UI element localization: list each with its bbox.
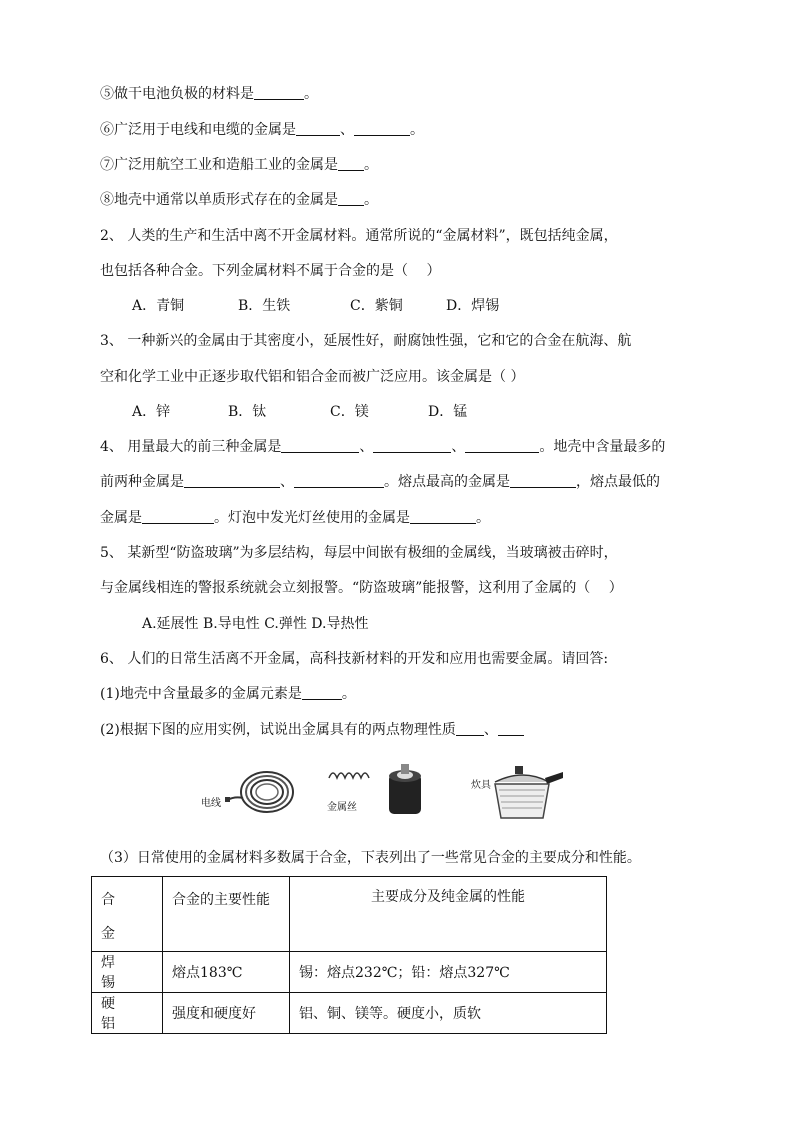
alloy-properties-table	[91, 876, 607, 1034]
q2-line1: 2、 人类的生产和生活中离不开金属材料。通常所说的“金属材料”，既包括纯金属，	[100, 228, 618, 244]
q1-item8: ⑧地壳中通常以单质形式存在的金属是 。	[100, 192, 378, 208]
q6-part2: (2)根据下图的应用实例，试说出金属具有的两点物理性质 、	[100, 720, 524, 740]
header-composition: 主要成分及纯金属的性能	[290, 877, 607, 952]
q5-line1: 5、 某新型“防盗玻璃”为多层结构，每层中间嵌有极细的金属线，当玻璃被击碎时，	[100, 545, 618, 561]
application-figure	[195, 760, 565, 822]
q3-option-d: D．锰	[428, 404, 468, 420]
label-metal-wire: 金属丝	[327, 802, 357, 813]
q4-line1: 4、 用量最大的前三种金属是 、 、 。地壳中含量最多的	[100, 439, 666, 455]
pressure-cooker-image	[485, 760, 565, 822]
q2-option-d: D．焊锡	[446, 298, 500, 314]
q2-options	[132, 296, 499, 316]
cell-alloy-name: 硬 铝	[92, 993, 163, 1034]
q3-line1: 3、 一种新兴的金属由于其密度小，延展性好，耐腐蚀性强，它和它的合金在航海、航	[100, 333, 632, 349]
cell-composition: 铝、铜、镁等。硬度小，质软	[290, 993, 607, 1034]
q3-options	[132, 402, 467, 422]
q3-option-b: B．钛	[228, 404, 267, 420]
cell-alloy-property: 熔点183℃	[163, 952, 290, 993]
q2-option-b: B．生铁	[238, 298, 291, 314]
cell-alloy-name: 焊 锡	[92, 952, 163, 993]
q3-line2: 空和化学工业中正逐步取代铝和铝合金而被广泛应用。该金属是（ ）	[100, 369, 525, 385]
wire-coil-image	[225, 766, 297, 818]
q1-item7: ⑦广泛用航空工业和造船工业的金属是 。	[100, 157, 378, 173]
metal-filament-image	[327, 764, 371, 786]
q2-option-c: C．紫铜	[350, 298, 403, 314]
header-alloy: 合 金	[92, 877, 163, 952]
header-main-properties: 合金的主要性能	[163, 877, 290, 952]
q2-option-a: A．青铜	[132, 298, 185, 314]
q2-line2: 也包括各种合金。下列金属材料不属于合金的是（ ）	[100, 263, 441, 279]
q4-line2: 前两种金属是 、 。熔点最高的金属是 ，熔点最低的	[100, 474, 660, 490]
q6-line1: 6、 人们的日常生活离不开金属，高科技新材料的开发和应用也需要金属。请回答:	[100, 651, 609, 667]
q3-option-c: C．镁	[330, 404, 369, 420]
table-header-row	[92, 877, 607, 952]
q1-item5: ⑤做干电池负极的材料是 。	[100, 86, 318, 102]
cell-composition: 锡：熔点232℃；铅：熔点327℃	[290, 952, 607, 993]
q5-options: A.延展性 B.导电性 C.弹性 D.导热性	[142, 616, 369, 632]
q6-part1: (1)地壳中含量最多的金属元素是 。	[100, 686, 356, 702]
table-row	[92, 952, 607, 993]
bulb-socket-image	[383, 762, 427, 820]
cell-alloy-property: 强度和硬度好	[163, 993, 290, 1034]
label-cookware: 炊具	[471, 780, 491, 791]
q4-line3: 金属是 。灯泡中发光灯丝使用的金属是 。	[100, 510, 490, 526]
table-row	[92, 993, 607, 1034]
q1-item6: ⑥广泛用于电线和电缆的金属是 、 。	[100, 122, 424, 138]
q6-part3: （3）日常使用的金属材料多数属于合金，下表列出了一些常见合金的主要成分和性能。	[100, 850, 641, 866]
q3-option-a: A．锌	[132, 404, 171, 420]
q5-line2: 与金属线相连的警报系统就会立刻报警。“防盗玻璃”能报警，这利用了金属的（ ）	[100, 580, 623, 596]
label-wire: 电线	[201, 798, 221, 809]
